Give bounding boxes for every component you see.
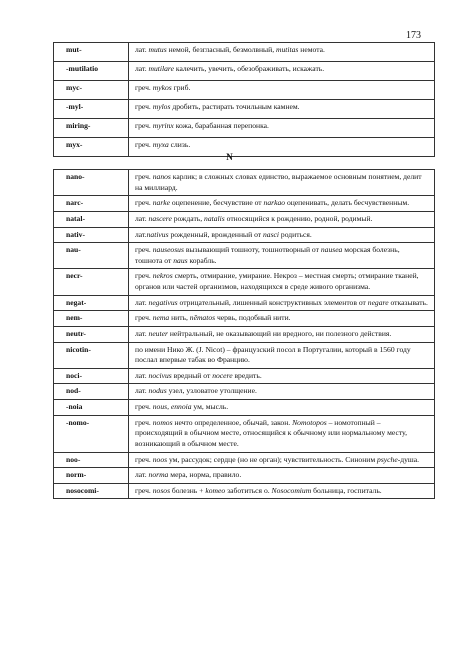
table-row [54,326,435,342]
definition-cell: лат. mutilare калечить, увечить, обезображивать, искажать. [129,62,435,81]
term-cell: neutr- [54,326,129,342]
table-row [54,62,435,81]
definition-cell: греч. myxa слизь. [129,138,435,157]
table-row [54,342,435,368]
table-row [54,211,435,227]
term-cell: narc- [54,196,129,212]
definition-cell: греч. myrinx кожа, барабанная перепонка. [129,119,435,138]
table-row [54,452,435,468]
term-cell: -myl- [54,100,129,119]
term-cell: noci- [54,368,129,384]
table-row [54,269,435,295]
term-cell: noo- [54,452,129,468]
definition-cell: греч. noos ум, рассудок; сердце (но не орган); чувствительность. Синоним psyche-душа. [129,452,435,468]
definition-cell: греч. nema нить, nēmatos червь, подобный нити. [129,311,435,327]
table-row [54,81,435,100]
table-row [54,311,435,327]
definition-cell: греч. nomos нечто определенное, обычай, закон. Nomotopos – номотопный – происходящий в обычном месте, относящийся к обычному или нормальному месту, возникающий в обычном месте. [129,415,435,452]
definition-cell: по имени Нико Ж. (J. Nicot) – французский посол в Португалии, который в 1560 году послал впервые табак во Францию. [129,342,435,368]
definition-cell: греч. narke оцепенение, бесчувствие от narkao оцепенивать, делать бесчувственным. [129,196,435,212]
term-cell: norm- [54,468,129,484]
table-row [54,483,435,499]
term-cell: necr- [54,269,129,295]
section-heading: N [226,152,233,162]
glossary-table-n [53,169,435,499]
table-row [54,100,435,119]
definition-cell: лат. nodus узел, узловатое утолщение. [129,384,435,400]
table-row [54,227,435,243]
definition-cell: греч. nauseosus вызывающий тошноту, тошнотворный от nausea морская болезнь, тошнота от naus корабль. [129,243,435,269]
term-cell: nau- [54,243,129,269]
term-cell: negat- [54,295,129,311]
definition-cell: греч. mylos дробить, растирать точильным камнем. [129,100,435,119]
definition-cell: греч. nanos карлик; в сложных словах единство, выражаемое основным понятием, делит на миллиард. [129,170,435,196]
term-cell: -nomo- [54,415,129,452]
glossary-table-m [53,42,435,157]
term-cell: nano- [54,170,129,196]
definition-cell: лат. nocivus вредный от nocere вредить. [129,368,435,384]
table-row [54,295,435,311]
term-cell: miring- [54,119,129,138]
table-row [54,415,435,452]
definition-cell: лат. negativus отрицательный, лишенный конструктивных элементов от negare отказывать. [129,295,435,311]
term-cell: natal- [54,211,129,227]
term-cell: myc- [54,81,129,100]
term-cell: myx- [54,138,129,157]
term-cell: nativ- [54,227,129,243]
term-cell: nod- [54,384,129,400]
term-cell: nosocomi- [54,483,129,499]
definition-cell: греч. nekros смерть, отмирание, умирание. Некроз – местная смерть; отмирание тканей, органов или частей организмов, находящихся в среде живого организма. [129,269,435,295]
definition-cell: лат. mutus немой, безгласный, безмолвный, mutitas немота. [129,43,435,62]
table-row [54,468,435,484]
definition-cell: лат. nascere рождать, natalis относящийся к рождению, родной, родимый. [129,211,435,227]
definition-cell: лат.nativus рожденный, врожденный от nasci родиться. [129,227,435,243]
table-row [54,119,435,138]
term-cell: nicotin- [54,342,129,368]
table-row [54,170,435,196]
term-cell: -noia [54,400,129,416]
definition-cell: греч. nous, ennoia ум, мысль. [129,400,435,416]
table-row [54,368,435,384]
definition-cell: греч. nosos болезнь + komeo заботиться о. Nosocomium больница, госпиталь. [129,483,435,499]
table-row [54,43,435,62]
definition-cell: греч. mykos гриб. [129,81,435,100]
table-row [54,384,435,400]
definition-cell: лат. norma мера, норма, правило. [129,468,435,484]
table-row [54,243,435,269]
term-cell: nem- [54,311,129,327]
page-number: 173 [406,30,421,41]
definition-cell: лат. neuter нейтральный, не оказывающий ни вредного, ни полезного действия. [129,326,435,342]
table-row [54,196,435,212]
term-cell: mut- [54,43,129,62]
table-row [54,400,435,416]
term-cell: -mutilatio [54,62,129,81]
